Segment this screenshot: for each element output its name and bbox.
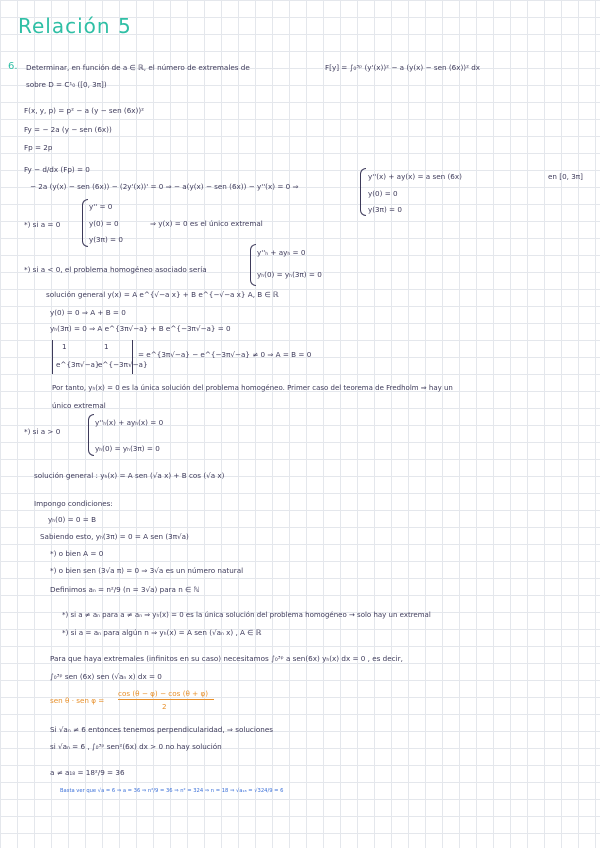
- case-a-zero: *) si a = 0: [24, 220, 61, 229]
- case-a-not-an: *) si a ≠ aₙ para a ≠ aₙ ⇒ yₕ(x) = 0 es la única solución del problema homogéneo → solo hay un extremal: [62, 611, 431, 619]
- line-Fy: Fy = − 2a (y − sen (6x)): [24, 125, 112, 134]
- product-to-sum-lhs: sen θ · sen φ =: [50, 696, 105, 705]
- knowing-this: Sabiendo esto, yₕ(3π) = 0 = A sen (3π√a): [40, 532, 189, 541]
- condition-3pi: yₕ(3π) = 0 ⇒ A e^{3π√−a} + B e^{−3π√−a} = 0: [50, 324, 231, 333]
- homogeneous-eq-2: yₕ(0) = yₕ(3π) = 0: [257, 270, 322, 279]
- system-eq-1: y''(x) + ay(x) = a sen (6x): [368, 172, 462, 181]
- problem-functional: F[y] = ∫₀³ᵖ (y'(x))² − a (y(x) − sen (6x))² dx: [325, 63, 481, 72]
- positive-eq-2: yₕ(0) = yₕ(3π) = 0: [95, 444, 160, 453]
- a-not-36: a ≠ a₁₈ = 18²/9 = 36: [50, 768, 125, 777]
- integral-condition: ∫₀³ᵖ sen (6x) sen (√aₙ x) dx = 0: [50, 672, 162, 681]
- system-eq-3: y(3π) = 0: [368, 205, 402, 214]
- determinant-result: = e^{3π√−a} − e^{−3π√−a} ≠ 0 ⇒ A = B = 0: [138, 350, 312, 359]
- case-a-zero-brace: [82, 199, 88, 247]
- case-a-positive-brace: [88, 414, 94, 456]
- system-brace: [360, 168, 366, 216]
- determinant-a12: 1: [104, 342, 109, 351]
- option-sin-zero: *) o bien sen (3√a π) = 0 ⇒ 3√a es un número natural: [50, 566, 244, 575]
- fraction-bar: [118, 699, 214, 700]
- homogeneous-eq-1: y''ₕ + ayₕ = 0: [257, 248, 306, 257]
- condition-0: y(0) = 0 ⇒ A + B = 0: [50, 308, 126, 317]
- line-F: F(x, y, p) = p² − a (y − sen (6x))²: [24, 106, 145, 115]
- conclusion-negative: Por tanto, yₕ(x) = 0 es la única solución del problema homogéneo. Primer caso del teorema de Fredholm ⇒ hay un: [52, 384, 453, 392]
- perpendicularity-note: Si √aₙ ≠ 6 entonces tenemos perpendicularidad, ⇒ soluciones: [50, 725, 274, 734]
- no-solution-case: si √aₙ = 6 , ∫₀³ᵖ sen²(6x) dx > 0 no hay solución: [50, 742, 222, 751]
- case-a-zero-eq-2: y(0) = 0: [89, 219, 119, 228]
- impose-conditions: Impongo condiciones:: [34, 499, 113, 508]
- case-a-positive: *) si a > 0: [24, 427, 61, 436]
- case-a-zero-result: ⇒ y(x) = 0 es el único extremal: [150, 219, 263, 228]
- define-an: Definimos aₙ = n²/9 (n = 3√a) para n ∈ ℕ: [50, 585, 200, 594]
- footnote: Basta ver que √a = 6 ⇒ a = 36 ⇒ n²/9 = 36 ⇒ n² = 324 ⇒ n = 18 ⇒ √a₁₈ = √324/9 = 6: [60, 788, 284, 794]
- extremals-condition: Para que haya extremales (infinitos en su caso) necesitamos ∫₀³ᵖ a sen(6x) yₕ(x) dx = 0 , es decir,: [50, 654, 403, 663]
- determinant-a22: e^{−3π√−a}: [98, 360, 148, 369]
- general-solution-positive: solución general : yₕ(x) = A sen (√a x) + B cos (√a x): [34, 471, 225, 480]
- page-title: Relación 5: [18, 14, 132, 38]
- system-eq-2: y(0) = 0: [368, 189, 398, 198]
- case-a-equals-an: *) si a = aₙ para algún n ⇒ yₕ(x) = A sen (√aₙ x) , A ∈ ℝ: [62, 628, 262, 637]
- general-solution-negative: solución general y(x) = A e^{√−a x} + B e^{−√−a x} A, B ∈ ℝ: [46, 290, 279, 299]
- problem-number: 6.: [8, 61, 18, 72]
- line-euler-expanded: − 2a (y(x) − sen (6x)) − (2y'(x))' = 0 ⇒ − a(y(x) − sen (6x)) − y''(x) = 0 ⇒: [30, 182, 299, 191]
- problem-domain: sobre D = C¹₀ ([0, 3π]): [26, 80, 107, 89]
- case-a-zero-eq-3: y(3π) = 0: [89, 235, 123, 244]
- positive-eq-1: y''ₕ(x) + ayₕ(x) = 0: [95, 418, 164, 427]
- line-Fp: Fp = 2p: [24, 143, 53, 152]
- product-to-sum-denominator: 2: [162, 702, 167, 711]
- option-A-zero: *) o bien A = 0: [50, 549, 104, 558]
- product-to-sum-numerator: cos (θ − φ) − cos (θ + φ): [118, 689, 209, 698]
- condition-B: yₕ(0) = 0 = B: [48, 515, 97, 524]
- line-euler: Fy − d/dx (Fp) = 0: [24, 165, 90, 174]
- problem-statement: Determinar, en función de a ∈ ℝ, el número de extremales de: [26, 63, 250, 72]
- case-a-negative-brace: [250, 244, 256, 286]
- determinant-a11: 1: [62, 342, 67, 351]
- case-a-zero-eq-1: y'' = 0: [89, 202, 113, 211]
- determinant-left-bar: [52, 340, 53, 374]
- case-a-negative: *) si a < 0, el problema homogéneo asociado sería: [24, 265, 207, 274]
- system-interval: en [0, 3π]: [548, 172, 583, 181]
- conclusion-negative-2: único extremal: [52, 401, 106, 410]
- determinant-a21: e^{3π√−a}: [56, 360, 100, 369]
